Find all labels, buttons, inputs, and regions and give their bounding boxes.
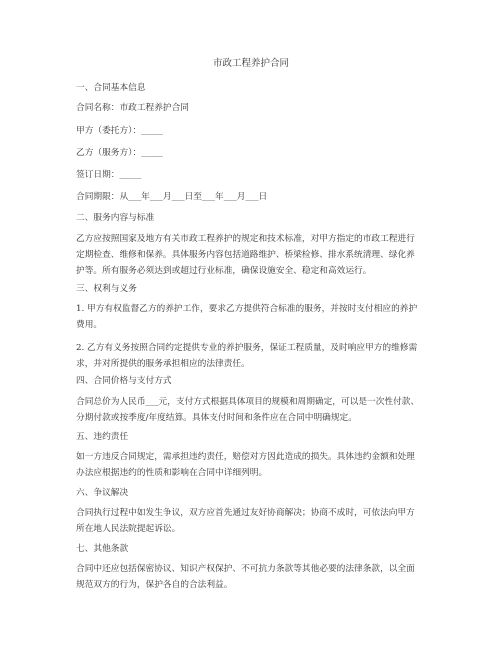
paragraph-line: 合同执行过程中如发生争议，双方应首先通过友好协商解决；协商不成时，可依法向甲方: [76, 508, 415, 518]
document-title: 市政工程养护合同: [212, 58, 289, 69]
rights-item-1: [76, 301, 434, 333]
price-paragraph: [76, 394, 434, 426]
section-heading-rights: 三、权利与义务: [76, 284, 137, 294]
section-heading-breach: 五、违约责任: [76, 432, 129, 442]
dispute-paragraph: [76, 505, 434, 537]
paragraph-line: 办法应根据违约的性质和影响在合同中详细列明。: [76, 468, 268, 478]
section-heading-services: 二、服务内容与标准: [76, 213, 155, 223]
paragraph-line: 合同中还应包括保密协议、知识产权保护、不可抗力条款等其他必要的法律条款，以全面: [76, 564, 415, 574]
contract-period: 合同期限：从___年___月___日至___年___月___日: [76, 192, 268, 202]
contract-name: 合同名称：市政工程养护合同: [76, 103, 189, 113]
section-heading-price: 四、合同价格与支付方式: [76, 376, 172, 386]
section-heading-dispute: 六、争议解决: [76, 488, 129, 498]
paragraph-line: 规范双方的行为，保护各自的合法利益。: [76, 580, 233, 590]
paragraph-line: 合同总价为人民币___元，支付方式根据具体项目的规模和周期确定，可以是一次性付款、: [76, 397, 420, 407]
paragraph-line: 定期检查、维修和保养。具体服务内容包括道路维护、桥梁检修、排水系统清理、绿化养: [76, 250, 415, 260]
sign-date: 签订日期：_____: [76, 170, 142, 180]
paragraph-line: 护等。所有服务必须达到或超过行业标准，确保设施安全、稳定和高效运行。: [76, 266, 372, 276]
breach-paragraph: [76, 449, 434, 481]
rights-item-2: [76, 340, 434, 372]
paragraph-line: 2. 乙方有义务按照合同约定提供专业的养护服务，保证工程质量，及时响应甲方的维修需: [76, 343, 418, 353]
party-a: 甲方（委托方）：_____: [76, 126, 163, 136]
party-b: 乙方（服务方）：_____: [76, 148, 163, 158]
paragraph-line: 费用。: [76, 320, 103, 330]
section-heading-basic-info: 一、合同基本信息: [76, 83, 146, 93]
paragraph-line: 求，并对所提供的服务承担相应的法律责任。: [76, 359, 250, 369]
paragraph-line: 1. 甲方有权监督乙方的养护工作，要求乙方提供符合标准的服务，并按时支付相应的养护: [76, 304, 418, 314]
services-paragraph: [76, 231, 434, 279]
paragraph-line: 如一方违反合同规定，需承担违约责任，赔偿对方因此造成的损失。具体违约金额和处理: [76, 452, 415, 462]
section-heading-other: 七、其他条款: [76, 544, 129, 554]
other-paragraph: [76, 561, 434, 593]
paragraph-line: 所在地人民法院提起诉讼。: [76, 524, 181, 534]
paragraph-line: 分期付款或按季度/年度结算。具体支付时间和条件应在合同中明确规定。: [76, 413, 357, 423]
paragraph-line: 乙方应按照国家及地方有关市政工程养护的规定和技术标准，对甲方指定的市政工程进行: [76, 234, 415, 244]
